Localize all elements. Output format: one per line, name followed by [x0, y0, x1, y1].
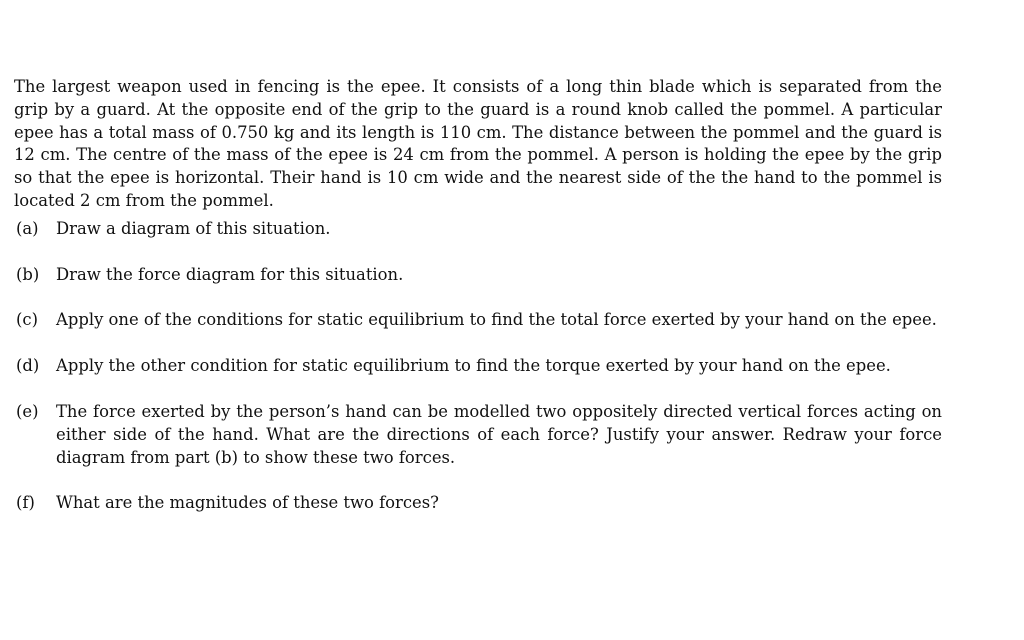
problem-intro: The largest weapon used in fencing is the epee. It consists of a long thin blade which is separated from the grip by a guard. At the opposite end of the grip to the guard is a round knob called the pommel. A particular epee has a total mass of 0.750 kg and its length is 110 cm. The distance between the pommel and the guard is 12 cm. The centre of the mass of the epee is 24 cm from the pommel. A person is holding the epee by the grip so that the epee is horizontal. Their hand is 10 cm wide and the nearest side of the the hand to the pommel is located 2 cm from the pommel. — [14, 77, 942, 210]
question-part-e — [14, 401, 942, 469]
part-d-label: (d) — [16, 356, 40, 376]
part-c-label: (c) — [16, 310, 38, 330]
question-part-f — [14, 492, 942, 515]
part-c-text: Apply one of the conditions for static equilibrium to find the total force exerted by your hand on the epee. — [56, 310, 937, 330]
part-a-text: Draw a diagram of this situation. — [56, 218, 331, 238]
question-part-d — [14, 355, 942, 378]
question-part-c — [14, 309, 942, 332]
problem-block — [14, 76, 942, 515]
part-b-text: Draw the force diagram for this situation. — [56, 264, 404, 284]
part-b-label: (b) — [16, 264, 40, 284]
part-e-label: (e) — [16, 401, 39, 421]
part-e-text: The force exerted by the person’s hand can be modelled two oppositely directed vertical forces acting on either side of the hand. What are the directions of each force? Justify your answer. Redraw your force diagram from part (b) to show these two forces. — [56, 401, 942, 467]
question-part-a — [14, 218, 942, 241]
part-a-label: (a) — [16, 218, 39, 238]
question-parts-list — [14, 218, 942, 515]
part-f-text: What are the magnitudes of these two forces? — [56, 493, 439, 513]
part-d-text: Apply the other condition for static equilibrium to find the torque exerted by your hand on the epee. — [56, 356, 891, 376]
question-part-b — [14, 264, 942, 287]
part-f-label: (f) — [16, 493, 35, 513]
